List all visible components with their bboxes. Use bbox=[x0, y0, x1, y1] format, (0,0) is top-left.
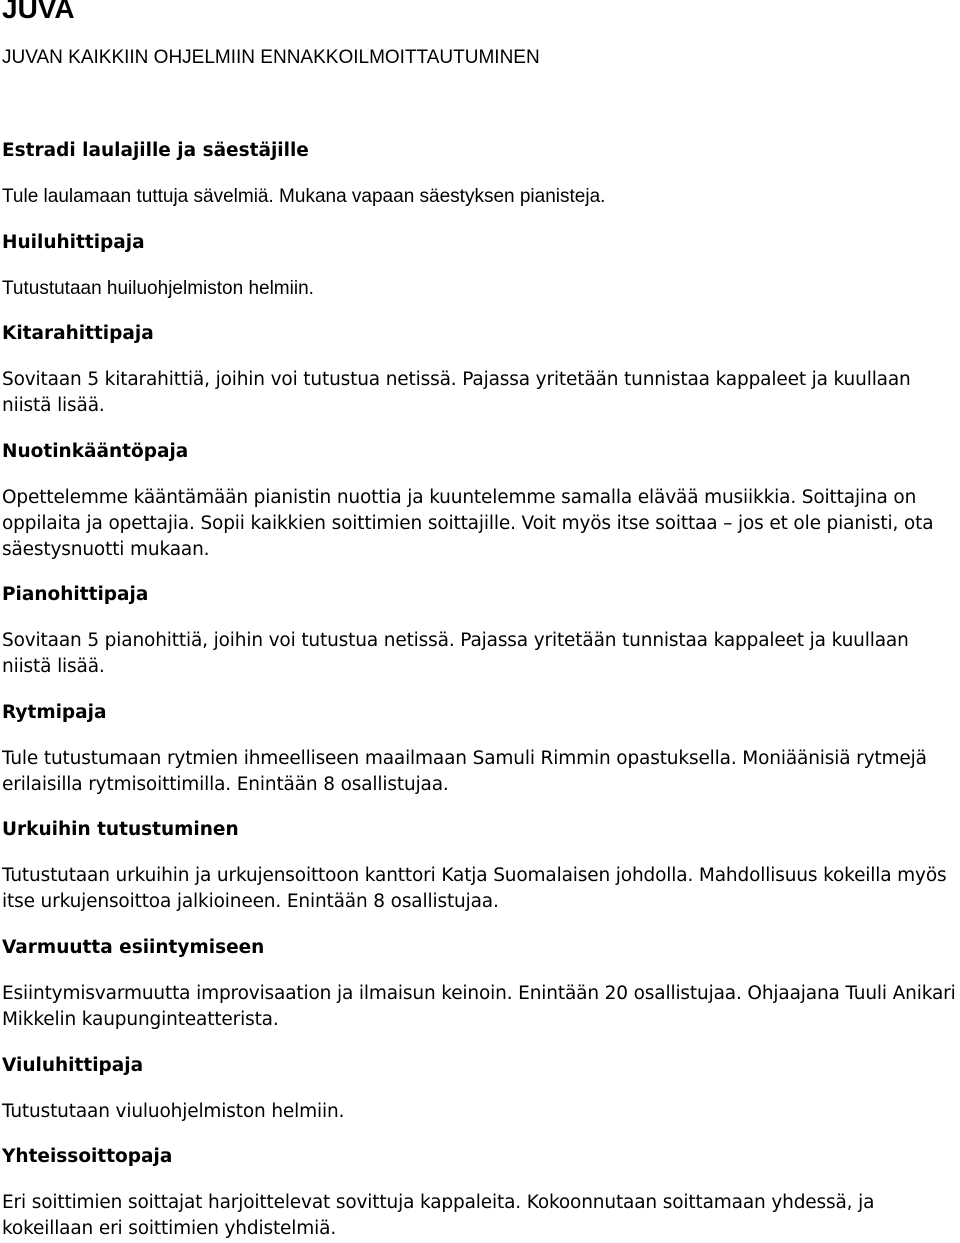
workshop-description-urkuihin-tutustuminen: Tutustutaan urkuihin ja urkujensoittoon kanttori Katja Suomalaisen johdolla. Mahdollisuus kokeilla myös itse urkujensoittoa jalkioineen. Enintään 8 osallistujaa. bbox=[2, 865, 947, 912]
workshop-description-yhteissoittopaja: Eri soittimien soittajat harjoittelevat sovittuja kappaleita. Kokoonnutaan soittamaan yhdessä, ja kokeillaan eri soittimien yhdistelmiä. bbox=[2, 1192, 875, 1239]
workshop-description-kitarahittipaja: Sovitaan 5 kitarahittiä, joihin voi tutustua netissä. Pajassa yritetään tunnistaa kappaleet ja kuullaan niistä lisää. bbox=[2, 369, 911, 416]
page-title: JUVA bbox=[2, 0, 75, 24]
workshop-heading-pianohittipaja: Pianohittipaja bbox=[2, 584, 149, 605]
workshop-heading-nuotinkaantopaja: Nuotinkääntöpaja bbox=[2, 441, 189, 462]
workshop-description-rytmipaja: Tule tutustumaan rytmien ihmeelliseen maailmaan Samuli Rimmin opastuksella. Moniäänisiä rytmejä erilaisilla rytmisoittimilla. Enintään 8 osallistujaa. bbox=[2, 748, 927, 795]
workshop-description-pianohittipaja: Sovitaan 5 pianohittiä, joihin voi tutustua netissä. Pajassa yritetään tunnistaa kappaleet ja kuullaan niistä lisää. bbox=[2, 630, 909, 677]
workshop-heading-varmuutta-esiintymiseen: Varmuutta esiintymiseen bbox=[2, 937, 265, 958]
workshop-heading-yhteissoittopaja: Yhteissoittopaja bbox=[2, 1146, 173, 1167]
workshop-description-varmuutta-esiintymiseen: Esiintymisvarmuutta improvisaation ja ilmaisun keinoin. Enintään 20 osallistujaa. Ohjaajana Tuuli Anikari Mikkelin kaupunginteatterista. bbox=[2, 983, 956, 1030]
workshop-heading-huiluhittipaja: Huiluhittipaja bbox=[2, 232, 145, 253]
workshop-heading-estradi: Estradi laulajille ja säestäjille bbox=[2, 140, 309, 161]
workshop-heading-rytmipaja: Rytmipaja bbox=[2, 702, 107, 723]
workshop-heading-kitarahittipaja: Kitarahittipaja bbox=[2, 323, 154, 344]
workshop-heading-viuluhittipaja: Viuluhittipaja bbox=[2, 1055, 144, 1076]
workshop-description-huiluhittipaja: Tutustutaan huiluohjelmiston helmiin. bbox=[2, 278, 314, 299]
workshop-description-nuotinkaantopaja: Opettelemme kääntämään pianistin nuottia ja kuuntelemme samalla elävää musiikkia. Soittajina on oppilaita ja opettajia. Sopii kaikkien soittimien soittajille. Voit myös itse soittaa – jos et ole pianisti, ota säestysnuotti mukaan. bbox=[2, 487, 934, 560]
workshop-heading-urkuihin-tutustuminen: Urkuihin tutustuminen bbox=[2, 819, 239, 840]
workshop-description-estradi: Tule laulamaan tuttuja sävelmiä. Mukana vapaan säestyksen pianisteja. bbox=[2, 186, 606, 207]
page-subtitle: JUVAN KAIKKIIN OHJELMIIN ENNAKKOILMOITTAUTUMINEN bbox=[2, 47, 540, 68]
workshop-description-viuluhittipaja: Tutustutaan viuluohjelmiston helmiin. bbox=[2, 1101, 345, 1122]
